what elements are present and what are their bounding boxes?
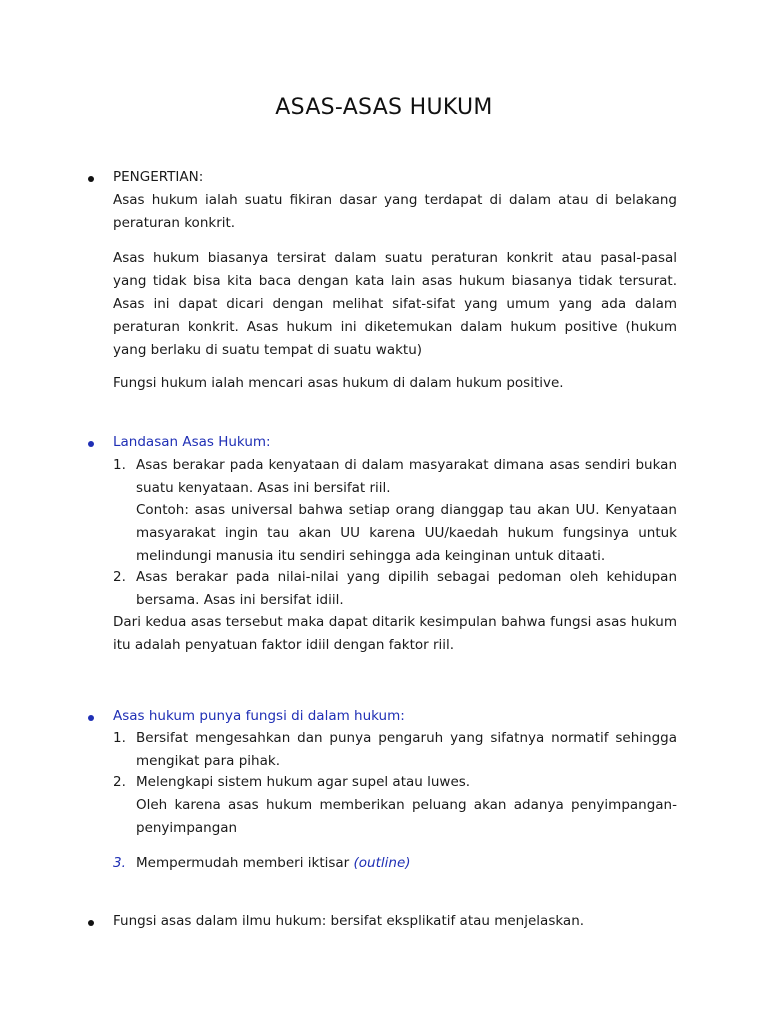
bullet-icon <box>88 920 94 926</box>
bullet-icon <box>88 715 94 721</box>
bullet-icon <box>88 176 94 182</box>
fungsi-item-3-text: Mempermudah memberi iktisar <box>136 855 350 871</box>
landasan-item-1-number: 1. <box>113 457 126 473</box>
landasan-item-1-example: Contoh: asas universal bahwa setiap orang dianggap tau akan UU. Kenyataan masyarakat ingin tau akan UU karena UU/kaedah hukum fungsinya untuk melindungi manusia itu sendiri sehingga ada keinginan untuk ditaati. <box>136 502 677 564</box>
landasan-item-2-text: Asas berakar pada nilai-nilai yang dipilih sebagai pedoman oleh kehidupan bersama. Asas ini bersifat idiil. <box>136 569 677 608</box>
pengertian-paragraph-3: Fungsi hukum ialah mencari asas hukum di dalam hukum positive. <box>113 375 564 391</box>
fungsi-item-2-number: 2. <box>113 774 126 790</box>
pengertian-heading: PENGERTIAN: <box>113 169 204 185</box>
fungsi-item-2-extra: Oleh karena asas hukum memberikan peluang akan adanya penyimpangan-penyimpangan <box>136 797 677 836</box>
landasan-item-1-text: Asas berakar pada kenyataan di dalam masyarakat dimana asas sendiri bukan suatu kenyataan. Asas ini bersifat riil. <box>136 457 677 496</box>
fungsi-heading: Asas hukum punya fungsi di dalam hukum: <box>113 708 405 724</box>
page-title: ASAS-ASAS HUKUM <box>275 95 493 120</box>
ilmu-heading: Fungsi asas dalam ilmu hukum: bersifat eksplikatif atau menjelaskan. <box>113 913 585 929</box>
landasan-heading: Landasan Asas Hukum: <box>113 434 271 450</box>
pengertian-paragraph-2: Asas hukum biasanya tersirat dalam suatu peraturan konkrit atau pasal-pasal yang tidak bisa kita baca dengan kata lain asas hukum biasanya tidak tersurat. Asas ini dapat dicari dengan melihat sifat-sifat yang umum yang ada dalam peraturan konkrit. Asas hukum ini diketemukan dalam hukum positive (hukum yang berlaku di suatu tempat di suatu waktu) <box>113 250 677 358</box>
fungsi-item-3-outline: (outline) <box>353 855 411 871</box>
landasan-item-2-number: 2. <box>113 569 126 585</box>
pengertian-paragraph-1: Asas hukum ialah suatu fikiran dasar yang terdapat di dalam atau di belakang peraturan konkrit. <box>113 192 677 231</box>
bullet-icon <box>88 441 94 447</box>
landasan-conclusion: Dari kedua asas tersebut maka dapat ditarik kesimpulan bahwa fungsi asas hukum itu adalah penyatuan faktor idiil dengan faktor riil. <box>113 614 677 653</box>
fungsi-item-3-number: 3. <box>113 855 126 871</box>
fungsi-item-1-number: 1. <box>113 730 126 746</box>
fungsi-item-3 <box>136 852 677 875</box>
fungsi-item-1-text: Bersifat mengesahkan dan punya pengaruh yang sifatnya normatif sehingga mengikat para pihak. <box>136 730 677 769</box>
fungsi-item-2-text: Melengkapi sistem hukum agar supel atau luwes. <box>136 774 471 790</box>
